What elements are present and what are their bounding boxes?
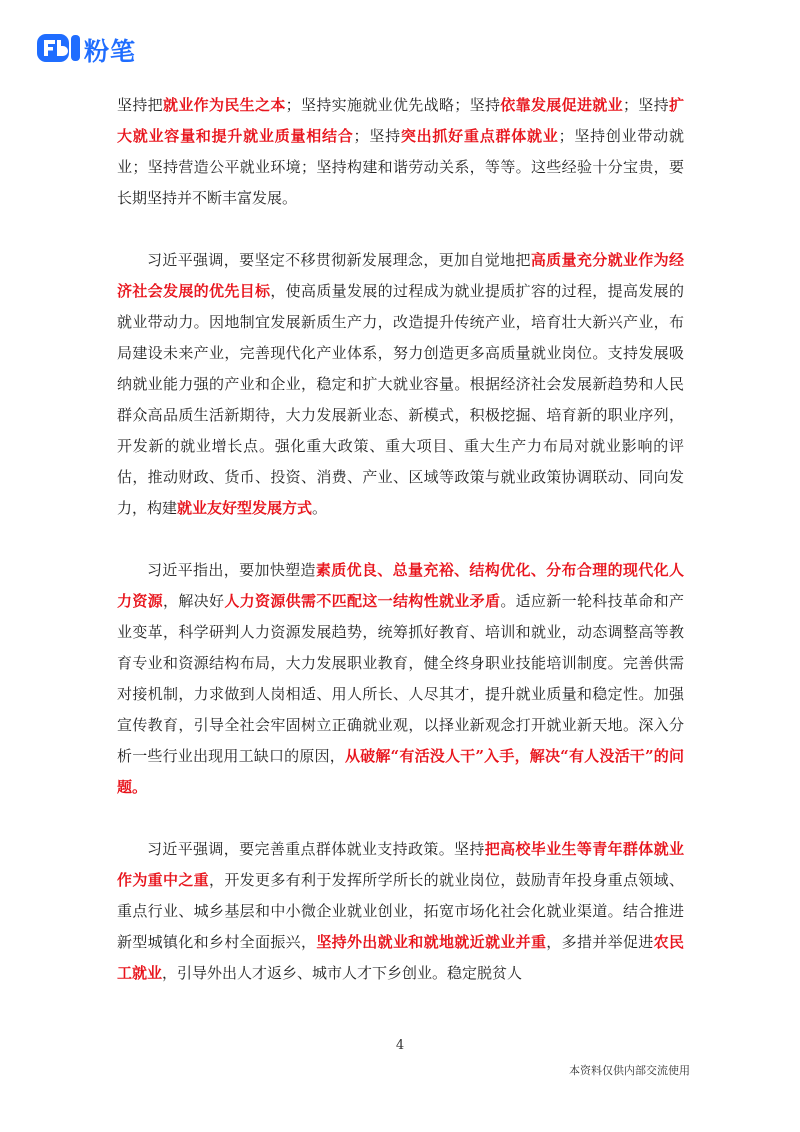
highlighted-text: 把高校毕业生等青年群体就业作为重中之重 (117, 840, 684, 889)
body-text: 。 (312, 499, 328, 517)
paragraph (117, 555, 684, 803)
body-text: ，引导外出人才返乡、城市人才下乡创业。稳定脱贫人 (162, 964, 523, 982)
body-text: 习近平指出，要加快塑造 (147, 561, 316, 579)
body-text: ，使高质量发展的过程成为就业提质扩容的过程，提高发展的就业带动力。因地制宜发展新质生产力，改造提升传统产业，培育壮大新兴产业，布局建设未来产业，完善现代化产业体系，努力创造更多高质量就业岗位。支持发展吸纳就业能力强的产业和企业，稳定和扩大就业容量。根据经济社会发展新趋势和人民群众高品质生活新期待，大力发展新业态、新模式，积极挖掘、培育新的职业序列，开发新的就业增长点。强化重大政策、重大项目、重大生产力布局对就业影响的评估，推动财政、货币、投资、消费、产业、区域等政策与就业政策协调联动、同向发力，构建 (117, 282, 684, 517)
highlighted-text: 就业友好型发展方式 (177, 499, 313, 517)
logo-text: 粉笔 (84, 37, 137, 66)
body-text: 。适应新一轮科技革命和产业变革，科学研判人力资源发展趋势，统筹抓好教育、培训和就业，动态调整高等教育专业和资源结构布局，大力发展职业教育，健全终身职业技能培训制度。完善供需对接机制，力求做到人岗相适、用人所长、人尽其才，提升就业质量和稳定性。加强宣传教育，引导全社会牢固树立正确就业观，以择业新观念打开就业新天地。深入分析一些行业出现用工缺口的原因， (117, 592, 684, 765)
highlighted-text: 扩大就业容量和提升就业质量相结合 (117, 96, 684, 145)
highlighted-text: 从破解“有活没人干”入手，解决“有人没活干”的问题。 (117, 747, 684, 796)
body-text: ；坚持 (353, 127, 401, 145)
body-text: ；坚持创业带动就业；坚持营造公平就业环境；坚持构建和谐劳动关系，等等。这些经验十分宝贵，要长期坚持并不断丰富发展。 (117, 127, 684, 207)
paragraph (117, 245, 684, 524)
highlighted-text: 农民工就业 (117, 933, 684, 982)
paragraph (117, 90, 684, 214)
body-text: ，开发更多有利于发挥所学所长的就业岗位，鼓励青年投身重点领域、重点行业、城乡基层和中小微企业就业创业，拓宽市场化社会化就业渠道。结合推进新型城镇化和乡村全面振兴， (117, 871, 684, 951)
highlighted-text: 就业作为民生之本 (163, 96, 286, 114)
footer-note: 本资料仅供内部交流使用 (569, 1064, 690, 1077)
body-text: ，多措并举促进 (546, 933, 654, 951)
body-text: ，解决好 (163, 592, 225, 610)
highlighted-text: 依靠发展促进就业 (500, 96, 623, 114)
body-text: ；坚持实施就业优先战略；坚持 (285, 96, 501, 114)
article-body (117, 90, 684, 989)
highlighted-text: 人力资源供需不匹配这一结构性就业矛盾 (224, 592, 501, 610)
paragraph (117, 834, 684, 989)
body-text: 习近平强调，要坚定不移贯彻新发展理念，更加自觉地把 (147, 251, 531, 269)
highlighted-text: 高质量充分就业作为经济社会发展的优先目标 (117, 251, 684, 300)
body-text: 习近平强调，要完善重点群体就业支持政策。坚持 (147, 840, 485, 858)
highlighted-text: 坚持外出就业和就地就近就业并重 (316, 933, 547, 951)
highlighted-text: 素质优良、总量充裕、结构优化、分布合理的现代化人力资源 (117, 561, 684, 610)
body-text: 坚持把 (117, 96, 163, 114)
page-number: 4 (395, 1038, 405, 1053)
body-text: ；坚持 (622, 96, 669, 114)
highlighted-text: 突出抓好重点群体就业 (400, 127, 559, 145)
